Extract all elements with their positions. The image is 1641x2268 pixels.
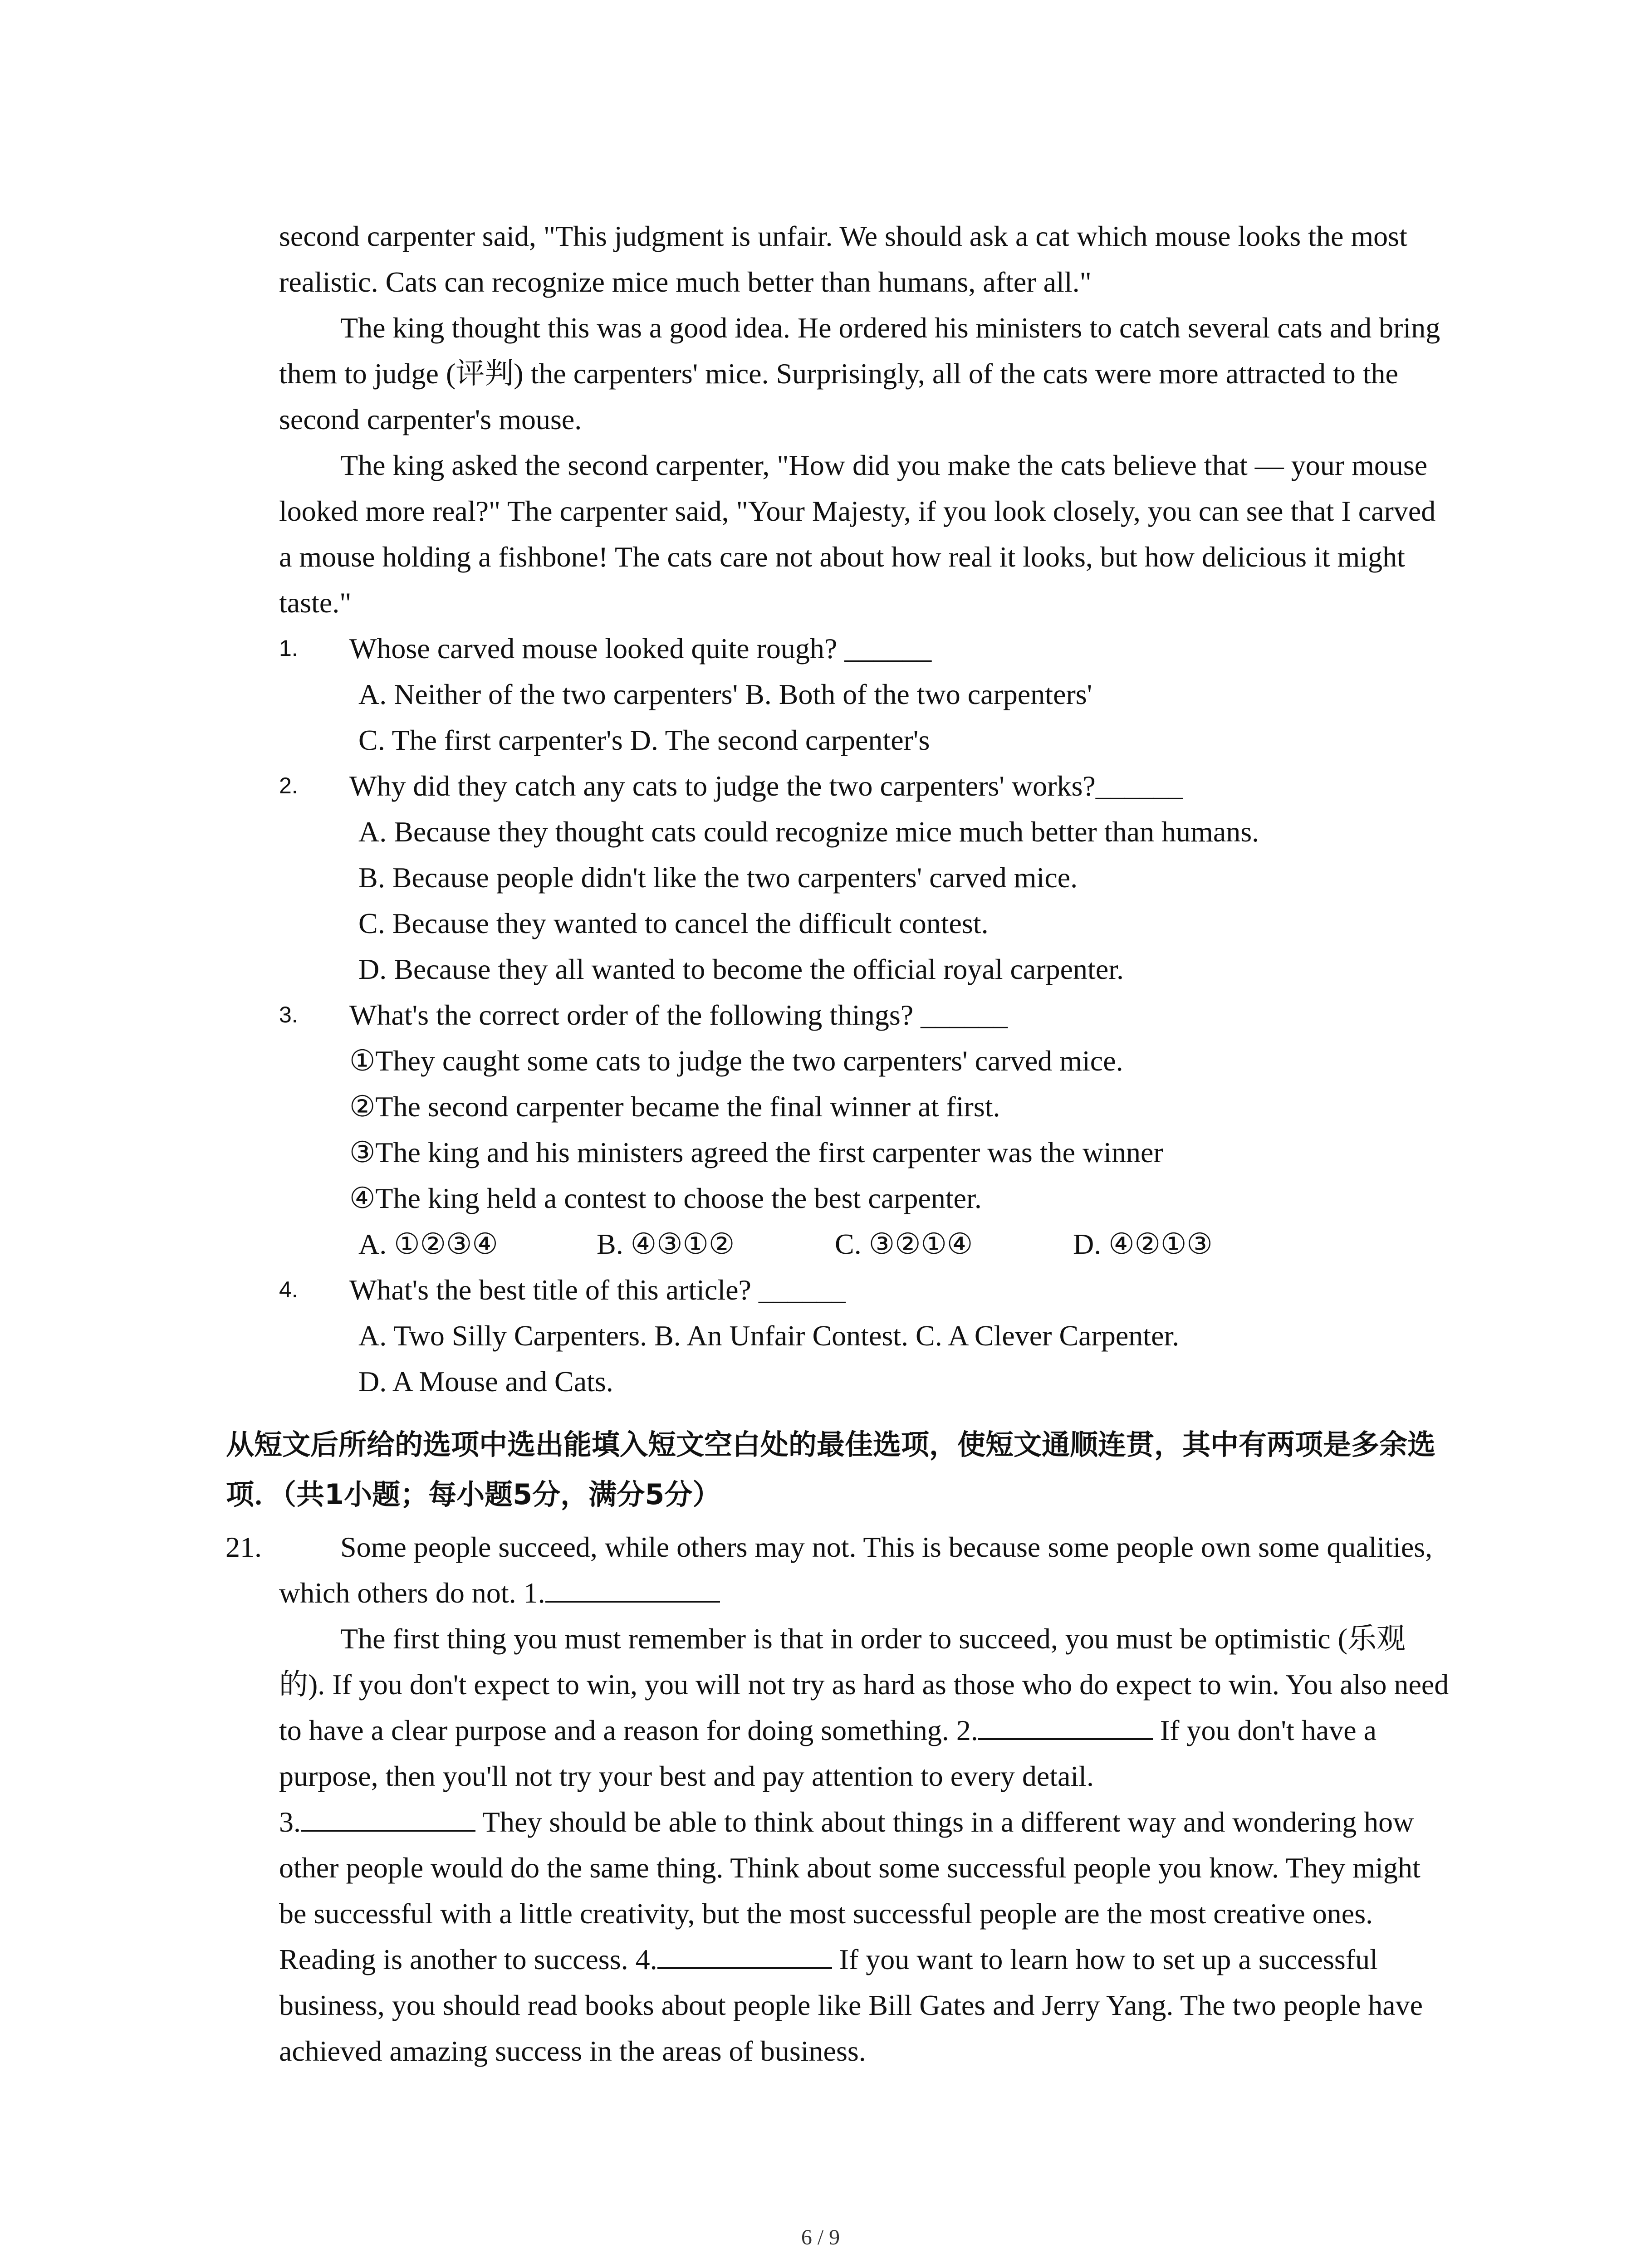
blank-3 xyxy=(301,1802,475,1832)
sequence-item: ④The king held a contest to choose the best carpenter. xyxy=(349,1182,982,1214)
q21-paragraph-3 xyxy=(279,1799,1450,1936)
q21-text: 3. xyxy=(279,1806,301,1838)
passage-paragraph: second carpenter said, "This judgment is unfair. We should ask a cat which mouse looks the most realistic. Cats can recognize mice much better than humans, after all." xyxy=(279,220,1407,298)
passage-paragraph: The king thought this was a good idea. He ordered his ministers to catch several cats and bring them to judge (评判) the carpenters' mice. Surprisingly, all of the cats were more attracted to the second carpenter's mouse. xyxy=(279,312,1440,435)
q21-text: Reading is another to success. 4. xyxy=(279,1943,657,1975)
option-a: A. ①②③④ xyxy=(358,1228,498,1260)
question-4 xyxy=(279,1267,1450,1313)
sequence-item: ①They caught some cats to judge the two carpenters' carved mice. xyxy=(349,1045,1123,1077)
q21-text: Some people succeed, while others may not. This is because some people own some qualities, which others do not. 1. xyxy=(279,1531,1433,1609)
question-2 xyxy=(279,763,1450,809)
question-21 xyxy=(225,1524,1450,2074)
reading-passage xyxy=(279,213,1450,1404)
option-b: B. ④③①② xyxy=(597,1228,735,1260)
q21-text: If you don't have a purpose, then you'll not try your best and pay attention to every detail. xyxy=(279,1714,1376,1792)
option-line: D. A Mouse and Cats. xyxy=(358,1365,613,1398)
question-text: Why did they catch any cats to judge the two carpenters' works?______ xyxy=(349,770,1183,802)
q21-paragraph-1 xyxy=(225,1524,1450,1616)
question-number: 4. xyxy=(279,1277,298,1302)
option-c: C. ③②①④ xyxy=(835,1228,973,1260)
blank-2 xyxy=(978,1710,1153,1740)
question-1 xyxy=(279,626,1450,671)
blank-4 xyxy=(657,1939,832,1969)
q21-text: They should be able to think about things in a different way and wondering how other people would do the same thing. Think about some successful people you know. They might be successful with a little creativity, but the most successful people are the most creative ones. xyxy=(279,1806,1421,1930)
option-line: A. Because they thought cats could recognize mice much better than humans. xyxy=(358,816,1259,848)
sequence-item: ②The second carpenter became the final winner at first. xyxy=(349,1090,1000,1123)
option-line: C. Because they wanted to cancel the difficult contest. xyxy=(358,907,989,939)
option-row xyxy=(279,1221,1450,1267)
question-text: Whose carved mouse looked quite rough? ______ xyxy=(349,632,932,665)
option-d: D. ④②①③ xyxy=(1073,1228,1213,1260)
option-line: A. Two Silly Carpenters. B. An Unfair Contest. C. A Clever Carpenter. xyxy=(358,1320,1180,1352)
section-instruction: 从短文后所给的选项中选出能填入短文空白处的最佳选项，使短文通顺连贯，其中有两项是多余选项．（共1小题；每小题5分，满分5分） xyxy=(226,1428,1436,1511)
question-text: What's the correct order of the following things? ______ xyxy=(349,999,1008,1031)
q21-text: The first thing you must remember is that in order to succeed, you must be optimistic (乐观的). If you don't expect to win, you will not try as hard as those who do expect to win. You also need to have a clear purpose and a reason for doing something. 2. xyxy=(279,1623,1449,1746)
question-number: 21. xyxy=(225,1531,262,1563)
question-number: 2. xyxy=(279,773,298,798)
q21-paragraph-2 xyxy=(279,1616,1450,1799)
page-number: 6 / 9 xyxy=(801,2225,840,2249)
sequence-item: ③The king and his ministers agreed the first carpenter was the winner xyxy=(349,1136,1163,1168)
option-line: D. Because they all wanted to become the official royal carpenter. xyxy=(358,953,1124,985)
question-number: 3. xyxy=(279,1002,298,1027)
question-text: What's the best title of this article? ______ xyxy=(349,1274,846,1306)
blank-1 xyxy=(545,1573,720,1603)
q21-text: If you want to learn how to set up a successful business, you should read books about people like Bill Gates and Jerry Yang. The two people have achieved amazing success in the areas of business. xyxy=(279,1943,1423,2067)
q21-paragraph-4 xyxy=(279,1936,1450,2074)
option-line: C. The first carpenter's D. The second carpenter's xyxy=(358,724,930,756)
passage-paragraph: The king asked the second carpenter, "How did you make the cats believe that — your mouse looked more real?" The carpenter said, "Your Majesty, if you look closely, you can see that I carved a mouse holding a fishbone! The cats care not about how real it looks, but how delicious it might taste." xyxy=(279,449,1436,619)
option-line: A. Neither of the two carpenters' B. Both of the two carpenters' xyxy=(358,678,1092,710)
option-line: B. Because people didn't like the two carpenters' carved mice. xyxy=(358,861,1078,894)
question-number: 1. xyxy=(279,635,298,661)
question-3 xyxy=(279,992,1450,1038)
